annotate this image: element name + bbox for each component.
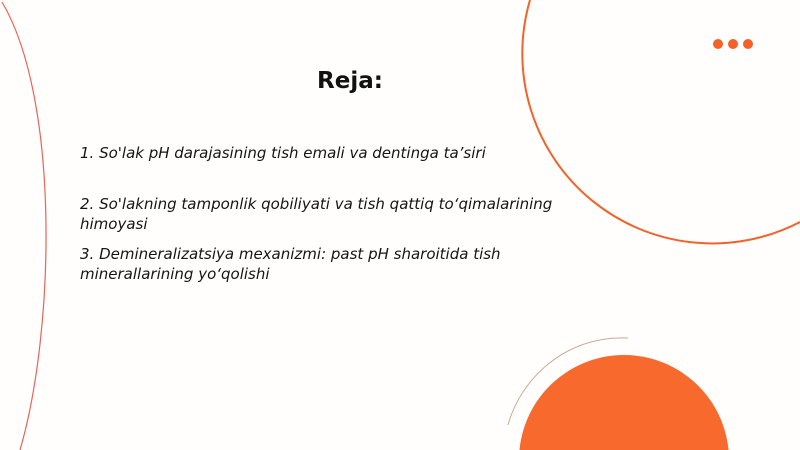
ellipsis-dots-icon[interactable] xyxy=(713,39,753,49)
agenda-item: 1. So'lak pH darajasining tish emali va dentinga ta’siri xyxy=(80,144,486,162)
agenda-item: 3. Demineralizatsiya mexanizmi: past pH sharoitida tish minerallarining yo‘qolishi xyxy=(80,245,501,283)
dot xyxy=(728,39,738,49)
agenda-item: 2. So'lakning tamponlik qobiliyati va tish qattiq to‘qimalarining himoyasi xyxy=(80,195,553,233)
slide-title: Reja: xyxy=(317,68,383,94)
dot xyxy=(713,39,723,49)
dot xyxy=(743,39,753,49)
bottom-solid-circle xyxy=(519,355,729,450)
